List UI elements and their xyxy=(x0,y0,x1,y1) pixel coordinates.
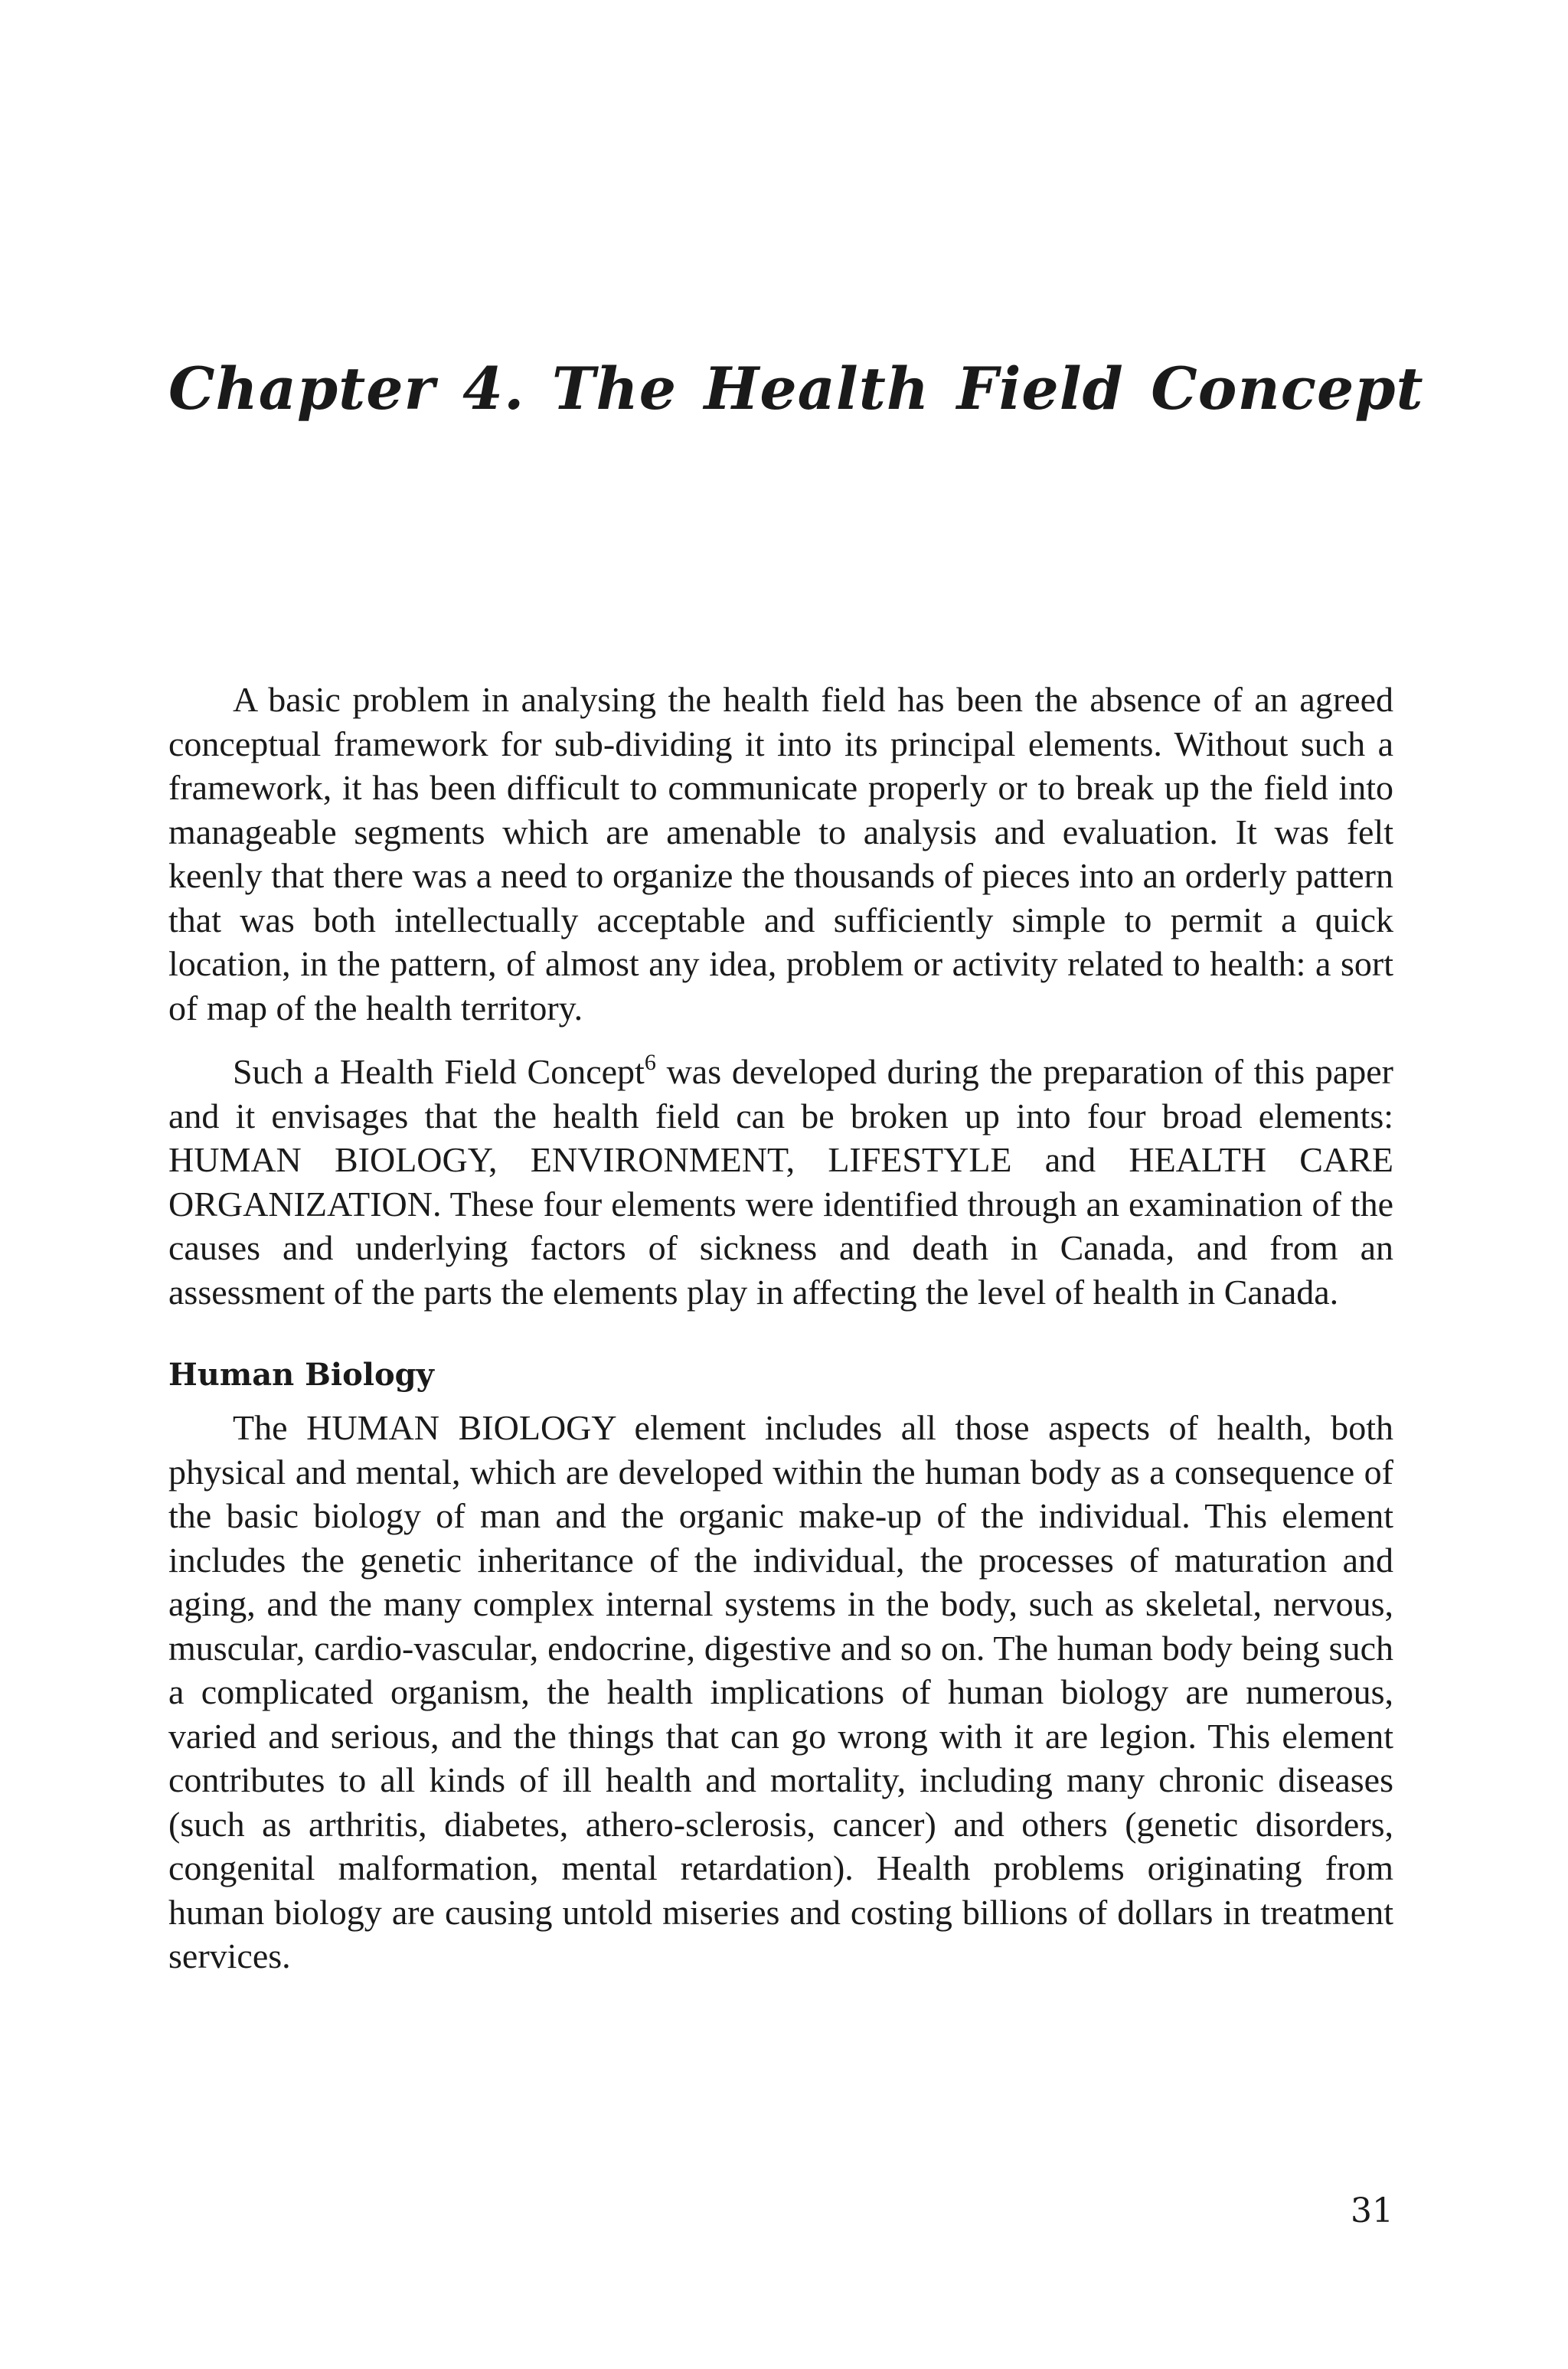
concept-lead-text: Such a Health Field Concept xyxy=(233,1052,645,1091)
paragraph-human-biology: The HUMAN BIOLOGY element includes all those aspects of health, both physical and mental, which are developed within the human body as a consequence of the basic biology of man and the organic make-up of the individual. This element includes the genetic inheritance of the individual, the processes of maturation and aging, and the many complex internal systems in the body, such as skeletal, nervous, muscular, cardio-vascular, endocrine, digestive and so on. The human body being such a complicated organism, the health implications of human biology are numerous, varied and serious, and the things that can go wrong with it are legion. This element contributes to all kinds of ill health and mortality, including many chronic diseases (such as arthritis, diabetes, athero-sclerosis, cancer) and others (genetic disorders, congenital malformation, mental retardation). Health problems originating from human biology are causing untold miseries and costing billions of dollars in treatment services. xyxy=(168,1408,1393,1975)
paragraph-intro: A basic problem in analysing the health field has been the absence of an agreed conceptual framework for sub-dividing it into its principal elements. Without such a framework, it has been difficult to communicate properly or to break up the field into manageable segments which are amenable to analysis and evaluation. It was felt keenly that there was a need to organize the thousands of pieces into an orderly pattern that was both intellectually acceptable and sufficiently simple to permit a quick location, in the pattern, of almost any idea, problem or activity related to health: a sort of map of the health territory. xyxy=(168,680,1393,1028)
paragraph-health-field-concept xyxy=(168,1050,1393,1314)
chapter-title: Chapter 4. The Health Field Concept xyxy=(168,355,1424,423)
page-number: 31 xyxy=(1351,2191,1393,2230)
section-heading-human-biology: Human Biology xyxy=(168,1357,434,1393)
concept-rest-text: was developed during the preparation of this paper and it envisages that the health field can be broken up into four broad elements: HUMAN BIOLOGY, ENVIRONMENT, LIFESTYLE and HEALTH CARE ORGANIZATION. These four elements were identified through an examination of the causes and underlying factors of sickness and death in Canada, and from an assessment of the parts the elements play in affecting the level of health in Canada. xyxy=(168,1052,1393,1312)
body-text xyxy=(168,678,1393,1979)
footnote-reference: 6 xyxy=(644,1050,656,1075)
